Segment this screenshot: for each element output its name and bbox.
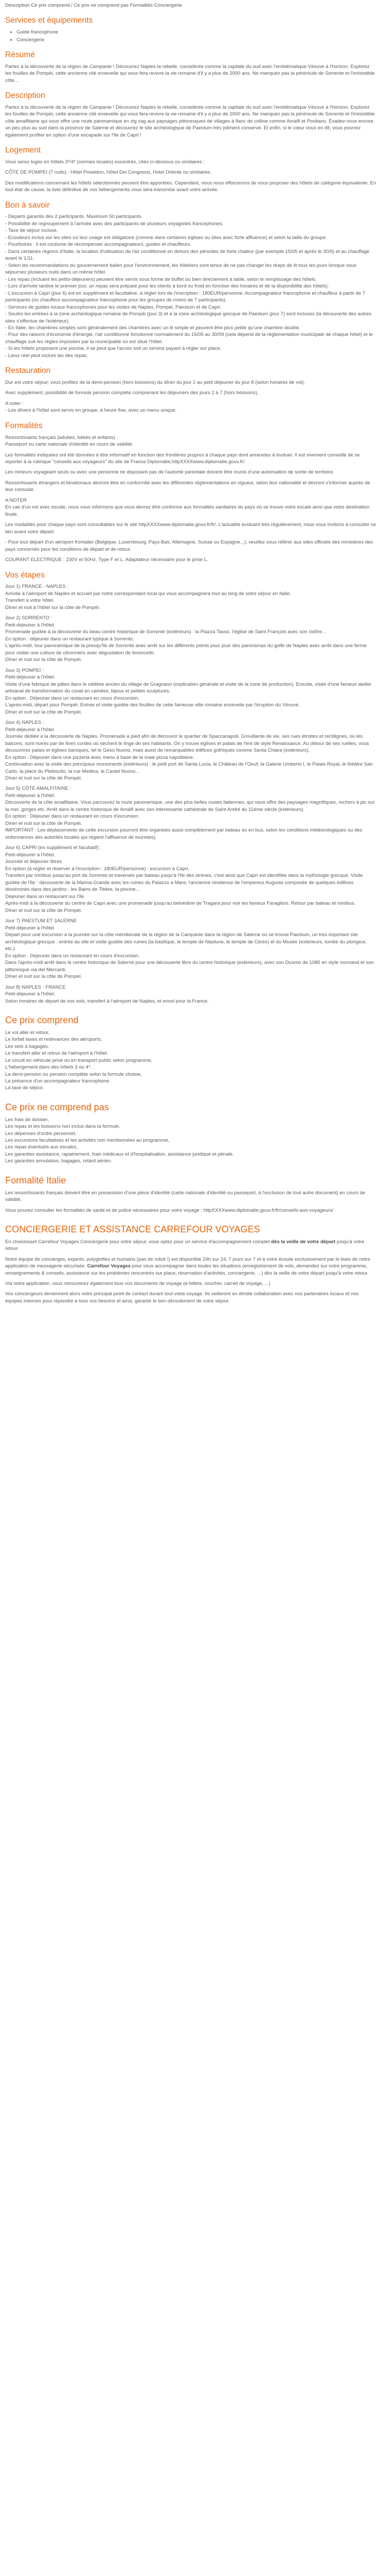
day-block: Jour 4) NAPLES : Petit-déjeuner à l'hôtel. Journée dédiée à la découverte de Naples. Promenade à pied afin de découvrir le quartier de Spaccanapoli. Grouillante de vie, ses rues étroites et rectilignes, où les balcons, sont noirés par de fines cordes où sèchent le linge de ses habitants. On y trouve églises et palais de l'ère de style Renaissance. Au détour de ses ruelles, vous découvrirez palais et églises baroques, tel le Gesù Nuovo, mais aussi de remarquables édifices gothiques comme Santa Chiara (extérieurs). En option : Déjeuner dans une pizzeria avec menu à base de la vraie pizza napolitaine. Continuation avec la visite des principaux monuments (extérieurs) : le petit port de Santa Lucia, le Château de l'Oeuf, la Galerie Umberto I, le Palais Royal, le théâtre San Carlo, la place du Plebiscito, la rue Medina, le Castel Nuovo... Dîner et nuit sur la côte de Pompéi.	[5, 720, 373, 781]
text: Notre équipe de concierges, experts, polyglottes et humains (pas de robot !) est disponible 24h sur 24, 7 jours sur 7 et à votre écoute exclusivement par le biais de notre application de messagerie sécurisée.	[5, 1256, 370, 1269]
resume-text: Partez à la découverte de la région de Campanie ! Découvrez Naples la rebelle, considérée comme la capitale du sud avec l'emblématique Vésuve à l'horizon. Explorez les fouilles de Pompéi, cette ancienne cité ensevelie qui vous fera revivre la vie romaine d'il y a plus de 2000 ans. Ne manquez pas la péninsule de Sorrente et l'irrésistible côte...	[5, 63, 375, 83]
list-line: - Pourboires : il est coutume de récompenser accompagnateurs, guides et chauffeurs.	[5, 242, 192, 248]
list-line: - Dans certaines régions d'Italie, la location d'utilisation de l'air conditionné en dehors des périodes de forte chaleur (par exemple 15/05 et après le 30/9) et au chauffage avant le 1/11.	[5, 248, 370, 262]
restauration-section	[5, 366, 377, 414]
list-line: - Lieux réel peut inclure les des repas.	[5, 352, 88, 359]
paragraph: COURANT ELECTRIQUE : 230V et 50Hz. Type F et L. Adaptateur nécessaire pour le prise L.	[5, 557, 208, 563]
paragraph: - Les dîners à l'hôtel sont servis en groupe, à heure fixe, avec un menu unique.	[5, 408, 177, 414]
prix-ne-comprend-list	[5, 1116, 377, 1165]
bon-a-savoir-section	[5, 201, 377, 360]
formalite-italie-title: Formalité Italie	[5, 1175, 67, 1185]
restauration-title: Restauration	[5, 366, 51, 376]
etapes-title: Vos étapes	[5, 570, 45, 580]
paragraph: Vous pouvez consulter les formalités de santé et de police nécessaires pour votre voyage : httpXXXXwww.diplomatie.gouv.fr/fr/conseils-aux-voyageurs/	[5, 1207, 334, 1213]
prix-comprend-section	[5, 1015, 377, 1092]
services-section	[5, 16, 377, 43]
description-title: Description	[5, 91, 45, 100]
list-line: Les sets à bagages.	[5, 1043, 50, 1049]
etapes-section	[5, 571, 377, 1005]
list-line: Les garanties annulation, bagages, retard aérien.	[5, 1158, 112, 1164]
description-section	[5, 91, 377, 139]
paragraph: A noter :	[5, 400, 24, 406]
paragraph: - Pour tout départ d'un aéroport frontalier (Belgique, Luxembourg, Pays-Bas, Allemagne, Suisse ou Espagne...), veuillez vous référer aux sites officiels des ministères des pays concernés pour les conditions de départ et de retour.	[5, 539, 373, 552]
list-line: Les frais de dossier,	[5, 1116, 49, 1123]
list-line: - Seules les entrées à la zone archéologique romaine de Pompéi (jour 3) et à la zone archéologique grecque de Paestum (jour 7) sont incluses (la découverte des autres sites s'effectue de l'extérieur).	[5, 311, 371, 324]
bon-a-savoir-title: Bon à savoir	[5, 200, 50, 210]
paragraph	[5, 1239, 377, 1252]
list-line: - En Italie, les chambres simples sont généralement des chambres avec un lit simple et peuvent être plus petite qu'une chambre double.	[5, 325, 301, 331]
prix-ne-comprend-section	[5, 1102, 377, 1165]
list-line: - Les repas (incluant les petits-déjeuners) peuvent être servis sous forme de buffet ou bien directement à table, selon le remplissage des hôtels.	[5, 276, 317, 282]
logement-section	[5, 146, 377, 194]
emphasis: dès la veille de votre départ	[271, 1239, 336, 1245]
paragraph: Ressortissants français (adultes, bébés et enfants) :	[5, 434, 118, 440]
day-block: Jour 2) SORRENTO : Petit-déjeuner à l'hôtel. Promenade guidée à la découverte du beau centre historique de Sorrente (extérieurs) : la Piazza Tasso, l'église de Saint François avec son cloître... En option : déjeuner dans un restaurant typique à Sorrento. L'après-midi, tour panoramique de la presqu'île de Sorrente avec arrêt sur les différents points pour jouir des panoramas du golfe de Naples avec arrêt dans une ferme pour visiter une culture de citronniers avec dégustation de limoncello. Dîner et nuit sur la côte de Pompéi.	[5, 615, 367, 663]
list-line: Les repas et les boissons non inclus dans la formule,	[5, 1124, 120, 1130]
conciergerie-title: CONCIERGERIE ET ASSISTANCE CARREFOUR VOYAGES	[5, 1224, 260, 1234]
list-line: La taxe de séjour.	[5, 1085, 44, 1091]
day-block: Jour 6) CAPRI (en supplément et facultatif) : Petit-déjeuner à l'hôtel. Journée et déjeuner libres. En option (à régler et réserver à l'inscription : 180EUR/personne) : excursion à Capri. Transfert par minibus jusqu'au port de Sorrento et traversée par bateau jusqu'à l'île des sirènes, c'est ainsi que Capri est identifiée dans la mythologie grecque. Visite guidée de l'île : découverte de la Marina Grande avec les ruines du Palazzo a Mare, l'ancienne résidence de l'empereur Auguste composée de quelques édifices disséminés dans des jardins : les Bains de Tibère, la piscine... Déjeuner dans un restaurant sur l'île. Après-midi à la découverte du centre de Capri avec une promenade jusqu'au belvédère de Tragara pour voir les fameux Faraglioni. Retour par bateau et minibus. Dîner et nuit sur la côte de Pompéi.	[5, 845, 363, 913]
list-line: Le forfait taxes et redevances des aéroports.	[5, 1037, 102, 1043]
list-line: - Services de guides locaux francophones pour les visites de Naples, Pompéi, Paestum et de Capri.	[5, 304, 222, 310]
paragraph: Avec supplément, possibilité de formule pension complète comprenant les déjeuners des jours 2 à 7 (hors boissons).	[5, 390, 259, 396]
paragraph: Ressortissants étrangers et binationaux devront être en conformité avec les différentes réglementations en vigueur, selon leur nationalité et devront s'informer auprès de leur consulat.	[5, 480, 370, 493]
paragraph: Passeport ou carte nationale d'identité en cours de validité.	[5, 442, 134, 448]
list-line: La demi-pension ou pension complète selon la formule choisie,	[5, 1071, 142, 1077]
paragraph: Vos conciergeurs deviennent alors votre principal point de contact durant tout votre voyage. Ils veilleront en étroite collaboration avec nos partenaires locaux et nos équipes internes pour répondre à tous vos besoins et ainsi, garantir le bon déroulement de votre séjour.	[5, 1291, 359, 1304]
list-line: La présence d'un accompagnateur francophone.	[5, 1078, 111, 1084]
day-block: Jour 5) CÔTE AMALFITAINE : Petit-déjeuner à l'hôtel. Découverte de la côte amalfitaine. Vous parcourez la route panoramique, une des plus belles routes italiennes, qui nous offre des paysages magnifiques, rochers à pic sur la mer, gorges etc. Arrêt dans le centre historique de Amalfi avec son intéressante cathédrale de Saint André du 11ème siècle (extérieurs). En option : Déjeuner dans un restaurant en cours d'excursion. Dîner et nuit sur la côte de Pompéi. IMPORTANT : Les déplacements de cette excursion pourront être organisés aussi complètement par bateau ou en bus, selon les conditions météorologiques ou des ordonnances des autorités locales qui régient l'affluence de touristes).	[5, 786, 375, 840]
day-block: Jour 1) FRANCE - NAPLES : Arrivée à l'aéroport de Naples et accueil par notre correspondant local qui vous accompagnera tout au long de votre séjour en Italie. Transfert à votre hôtel. Dîner et nuit à l'hôtel sur la côte de Pompéi.	[5, 584, 291, 611]
prix-comprend-title: Ce prix comprend	[5, 1015, 79, 1025]
day-block: Jour 7) PAESTUM ET SALERNE Petit-déjeuner à l'hôtel. Départ pour une excursion à la journée sur la côte méridionale de la région de la Campanie dans la région de Salerne où se trouve Paestum, un très important site archéologique grecque : entrée au site et visite guidée des ruines (la basilique, le temple de Neptune, le temple de Cérès) et du Musée (extérieurs, tombe du plongeur, etc.). En option : Déjeuner dans un restaurant en cours d'excursion. Dans l'après-midi arrêt dans le centre historique de Salerne pour une découverte libre du centre historique (extérieurs), avec son Duomo de 1085 en style normand et son pittoresque via del Mercanti. Dîner et nuit sur la côte de Pompéi.	[5, 918, 374, 980]
prix-comprend-list	[5, 1029, 377, 1092]
paragraph: A NOTER	[5, 497, 27, 503]
list-line: - Lors d'arrivée tardive le premier jour, un repas sera préparé pour les clients à bord ou froid en fonction des horaires et de la disponibilité des hôtels).	[5, 283, 329, 290]
paragraph	[5, 1256, 377, 1277]
list-line: Le transfert aller et retour de l'aéroport à l'hôtel.	[5, 1050, 108, 1057]
list-line: - Si les hôtels proposent une piscine, il se peut que l'accès soit un service payant à régler sur place.	[5, 346, 221, 352]
list-line: Les repas éventuels aux escales,	[5, 1144, 78, 1150]
list-item: • Conciergerie	[17, 37, 377, 43]
paragraph: Dur est votre séjour, vous profitez de la demi-pension (hors boissons) du dîner du jour 1 au petit déjeuner du jour 8 (selon horaires de vol).	[5, 380, 305, 385]
list-line: - Ecouteurs inclus sur les sites où leur usage est obligatoire (comme dans certaines églises ou sites avec forte affluence) et selon la taille du groupe.	[5, 234, 327, 241]
paragraph: Les formalités indiquées ont été données à titre informatif en fonction des frontières propres à chaque pays dont annexées à évoluer. Il est vivement conseillé de se reporter à la rubrique "conseils aux voyageurs" du site de France Diplomatie,httpXXXXwww.diplomatie.gouv.fr/.	[5, 452, 360, 465]
list-line: Les excursions facultatives et les activités non mentionnées au programme,	[5, 1138, 170, 1143]
paragraph: CÔTE DE POMPEI (7 nuits) : Hôtel Poseidon, Hôtel Dei Congressi, Hotel Oriente ou similaires.	[5, 170, 212, 176]
emphasis: Carrefour Voyages	[87, 1263, 131, 1269]
list-line: Les garanties assistance, rapatriement, frais médicaux et d'hospitalisation, assistance juridique et pénale.	[5, 1151, 234, 1157]
list-line: - Selon les recommandations du gouvernement italien pour l'environnement, les hôteliers sont tenus de ne pas changer les draps de lit tous les jours lorsque vous séjournez plusieurs nuits dans un même hôtel.	[5, 262, 356, 276]
list-line: - L'excursion à Capri (jour 6) est en supplément et facultative, à régler lors de l'inscription : 180EUR/personne. Accompagnateur francophone et chauffeur à partir de 7 participants (ou chauffeur-accompagnateur francophone pour les groupes de moins de 7 participants).	[5, 290, 365, 303]
list-line: - Départs garantis dès 2 participants. Maximum 50 participants.	[5, 214, 143, 220]
paragraph: Les mineurs voyageant seuls ou avec une personne ne disposant pas de l'autorité parentale doivent être munis d'une autorisation de sortie de territoire.	[5, 469, 334, 476]
day-block: Jour 3) POMPEI : Petit-déjeuner à l'hôtel. Visite d'une fabrique de pâtes dans le célèbre ancien du village de Gragnano (explication générale et visite de la zone de production). Ensuite, visite d'une fameux atelier artisanal de transformation du corail en camées, bijoux et petites sculptures. En option : Déjeuner dans un restaurant en cours d'excursion. L'après-midi, départ pour Pompéi. Entrée et visite guidée des fouilles de cette fameuse ville romaine ensevelie par l'éruption du Vésuve. Dîner et nuit sur la côte de Pompéi.	[5, 667, 372, 715]
resume-title: Résumé	[5, 50, 35, 60]
formalites-title: Formalités	[5, 421, 43, 430]
breadcrumb[interactable]: Description Ce prix comprend / Ce prix ne comprend pas Formalités Conciergerie	[5, 3, 182, 8]
formalite-italie-section	[5, 1175, 377, 1214]
paragraph: Vous serez logés en hôtels 3*/4* (normes locales) excentrés, cités ci-dessous ou similaires :	[5, 159, 205, 165]
list-line: Le circuit en véhicule privé ou en transport public selon programme,	[5, 1057, 153, 1063]
day-block: Jour 8) NAPLES - FRANCE Petit-déjeuner à l'hôtel. Selon horaires de départ de vos vols, transfert à l'aéroport de Naples, et envol pour la France.	[5, 984, 209, 1004]
prix-ne-comprend-title: Ce prix ne comprend pas	[5, 1101, 109, 1112]
services-list	[5, 29, 377, 43]
conciergerie-section	[5, 1224, 377, 1304]
list-line: Le vol aller et retour,	[5, 1029, 50, 1036]
resume-section	[5, 50, 377, 84]
description-text: Partez à la découverte de la région de Campanie ! Découvrez Naples la rebelle, considérée comme la capitale du sud avec l'emblématique Vésuve à l'horizon. Explorez les fouilles de Pompéi, cette ancienne cité ensevelie qui vous fera revivre la vie romaine d'il y a plus de 2000 ans. Ne manquez pas la péninsule de Sorrente et l'irrésistible côte amalfitaine qui vous offre une route panoramique en zig zag aux paysages pittoresques de villages à flanc de colline comme Amalfi et Positano. Évadez-vous encore un peu plus au sud dans la province de Salerne et découvrez le site archéologique de Paestum très joliment conservé. Et enfin, si le cœur vous en dit, vous pourrez également profiter en option d'une escapade sur l'île de Capri !	[5, 104, 375, 138]
paragraph: Les ressortissants français doivent être en possession d'une pièce d'identité (carte nationale d'identité ou passeport, à l'exclusion de tout autre document) en cours de validité.	[5, 1190, 366, 1203]
logement-title: Logement	[5, 146, 41, 155]
list-item: • Guide francophone	[17, 29, 377, 36]
list-line: L'hébergement dans des hôtels 3 ou 4*.	[5, 1064, 92, 1071]
paragraph: Des modifications concernant les hôtels sélectionnés peuvent être apportées. Cependant, nous nous efforcerons de vous proposer des hôtels de catégorie équivalente. En tout état de cause, la liste définitive de vos hébergements vous sera transmise avant votre arrivée.	[5, 180, 377, 193]
services-title: Services et équipements	[5, 16, 93, 25]
list-line: - Possibilité de regroupement à l'arrivée avec des participants de plusieurs voyagistes francophones.	[5, 221, 224, 227]
text: jusqu'à votre retour.	[5, 1239, 365, 1252]
bon-a-savoir-lines	[5, 213, 377, 359]
paragraph: En cas d'un vol avec escale, nous vous informons que vous devrez être conforme aux formalités sanitaires du pays où se trouve votre escale ainsi que votre destination finale.	[5, 504, 370, 517]
list-line: - Taxe de séjour incluse.	[5, 228, 58, 234]
text: pour vous accompagner dans toutes les situations (enregistrement de vols, demandes sur votre programme, renseignements & conseils, assistance sur les problèmes rencontrés sur place, réservation d'activités, conciergerie, ...) dès la veille de votre départ jusqu'à votre retour.	[5, 1263, 369, 1276]
paragraph: Via notre application, vous retrouverez également tous vos documents de voyage (e-billets, voucher, carnet de voyage, ...)	[5, 1281, 271, 1286]
text: En choisissant Carrefour Voyages Conciergerie pour votre séjour, vous optez pour un service d'accompagnement complet	[5, 1239, 271, 1245]
list-line: Les dépenses d'ordre personnel,	[5, 1130, 77, 1137]
paragraph: Les modalités pour chaque pays sont consultables sur le site httpXXXXwww.diplomatie.gouv.fr/fr/. L'actualité évoluant très régulièrement, nous vous invitons à consulter ce lien avant votre départ.	[5, 522, 376, 535]
formalites-section	[5, 421, 377, 564]
list-line: - Pour des raisons d'économie d'énergie, l'air conditionné fonctionne normalement du 15/05 au 30/09 (cela dépend de la réglementation municipale de chaque hôtel) et le chauffage suit les règles imposées par la municipalité où est situé l'hôtel.	[5, 332, 373, 345]
